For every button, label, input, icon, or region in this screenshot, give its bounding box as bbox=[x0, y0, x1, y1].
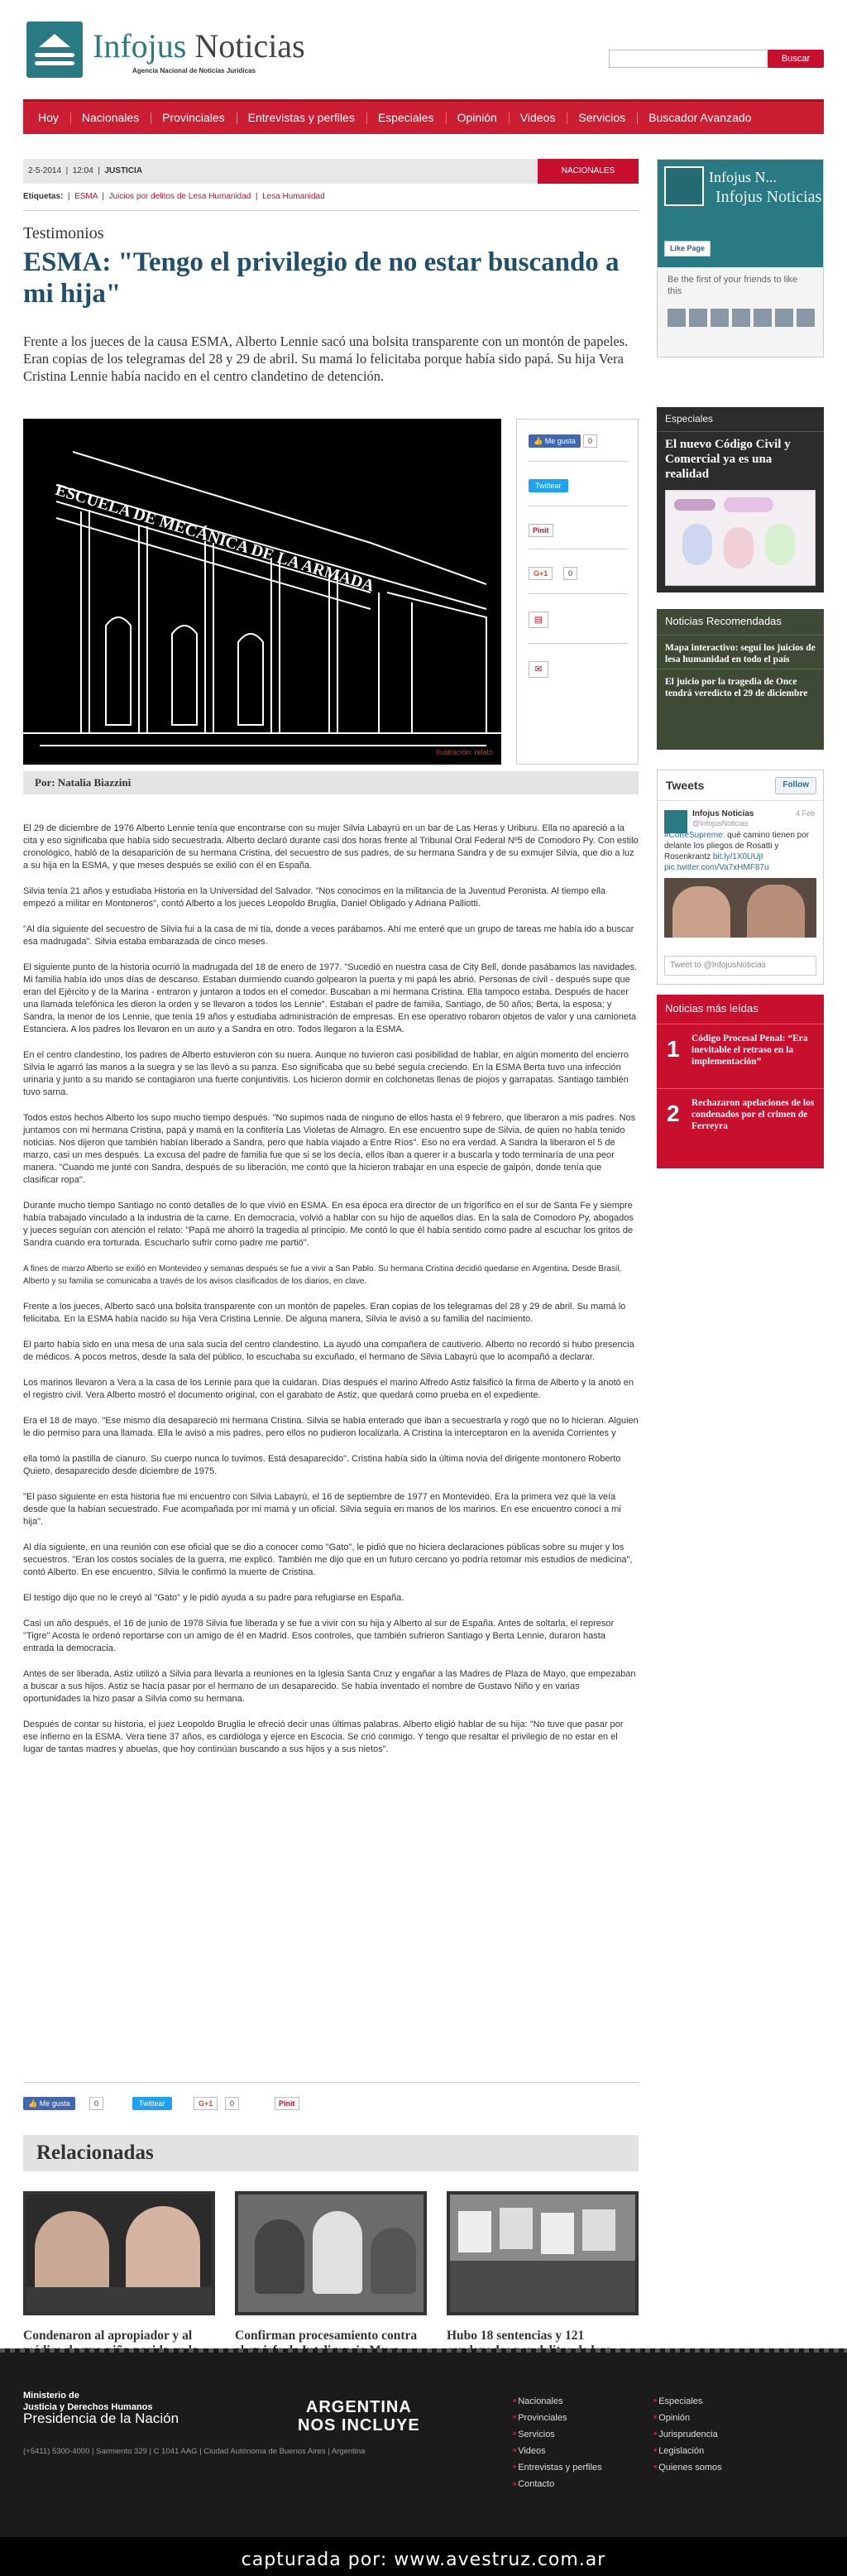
article-section: JUSTICIA bbox=[104, 166, 143, 175]
body-paragraph: Después de contar su historia, el juez Leopoldo Bruglia le ofreció decir unas últimas palabras. Alberto eligió hablar de su hija: "No tuve que pasar por ese infierno en la ESMA. Vera tiene 37 años, es cardióloga y ejerce en Escocia. Se crió conmigo. Y tengo que resaltar el privilegio de no estar en el lugar de tantas madres y abuelas, que hoy continúan buscando a sus hijos y a sus nietos". bbox=[23, 1720, 624, 1754]
gplus-button-bottom[interactable]: G+1 bbox=[194, 2097, 218, 2110]
gplus-count: 0 bbox=[563, 567, 577, 580]
body-paragraph: El siguiente punto de la historia ocurrió la madrugada del 18 de enero de 1977. "Sucedió en nuestra casa de City Bell, donde pasábamos las navidades. Mi familia había ido unos días de descanso. Estaban durmiendo cuando golpearon la puerta y mi papá les abrió. Personas de civil - después supe que eran del Ejército y de la Marina - entraron y juntaron a todos en el comedor. Buscaban a mi hermana Cristina. Ella tampoco estaba. Después de hacer una llamada telefónica les dieron la orden y se llevaron a todos los Lennie". Estaban el padre de familia, Santiago, de 50 años; Berta, la esposa; y Sandra, la menor de los Lennie, que tenía 19 años y estudiaba administración de empresas. En ese operativo robaron objetos de valor y una camioneta Estanciera. A los padres los llevaron en un auto y a Sandra en otro. Todos llegaron a la ESMA. bbox=[23, 962, 638, 1034]
mas-leida-item[interactable] bbox=[657, 1024, 824, 1089]
especiales-widget bbox=[657, 407, 824, 592]
footer-link[interactable]: ■ Provinciales bbox=[513, 2410, 602, 2426]
article-author: Por: Natalia Biazzini bbox=[23, 771, 639, 794]
footer-link[interactable]: ■ Especiales bbox=[653, 2393, 722, 2410]
nav-item-hoy[interactable]: Hoy bbox=[38, 111, 59, 124]
especiales-headline[interactable]: El nuevo Código Civil y Comercial ya es una realidad bbox=[665, 438, 791, 482]
recomendadas-widget bbox=[657, 609, 824, 750]
recomendadas-heading: Noticias Recomendadas bbox=[657, 609, 824, 636]
tags-title: Etiquetas: bbox=[23, 192, 64, 201]
tweet-compose-input[interactable]: Tweet to @InfojusNoticias bbox=[664, 956, 816, 976]
article-lead: Frente a los jueces de la causa ESMA, Alberto Lennie sacó una bolsita transparente con un montón de papeles. Eran copias de los telegramas del 28 y 29 de abril. Su mamá lo felicitaba porque había sido papá. Su hija Vera Cristina Lennie había nacido en el centro clandetino de detención. bbox=[23, 333, 629, 384]
nav-item-provinciales[interactable]: Provinciales bbox=[151, 102, 236, 134]
article-kicker: Testimonios bbox=[23, 224, 104, 242]
related-photo[interactable] bbox=[23, 2191, 215, 2315]
nav-item-buscador[interactable]: Buscador Avanzado bbox=[637, 102, 763, 134]
article-time: 12:04 bbox=[72, 166, 93, 175]
article-body bbox=[23, 823, 639, 1769]
tags-row: Etiquetas: | ESMA | Juicios por delitos de Lesa Humanidad | Lesa Humanidad bbox=[23, 192, 325, 201]
twitter-follow-button[interactable]: Follow bbox=[775, 777, 816, 794]
body-paragraph: Silvia tenía 21 años y estudiaba Historia en la Universidad del Salvador. "Nos conocimos en la militancia de la Juventud Peronista. Al tiempo ella empezó a militar en Montoneros", contó Alberto a los jueces Leopoldo Bruglia, Daniel Obligado y Adriana Palliotti. bbox=[23, 886, 606, 909]
footer-link[interactable]: ■ Opinión bbox=[653, 2410, 722, 2426]
facebook-widget bbox=[657, 159, 824, 357]
mas-leida-title[interactable]: Código Procesal Penal: “Era inevitable el retraso en la implementación” bbox=[691, 1033, 808, 1067]
article-date: 2-5-2014 bbox=[28, 166, 62, 175]
capture-watermark: capturada por: www.avestruz.com.ar bbox=[241, 2550, 606, 2570]
footer-link[interactable]: ■ Quienes somos bbox=[653, 2459, 722, 2476]
footer-links-col2 bbox=[653, 2393, 722, 2476]
body-paragraph: A fines de marzo Alberto se exilió en Montevideo y semanas después se fue a vivir a San Pablo. Su hermana Cristina decidió quedarse en Argentina. Desde Brasil, Alberto y su familia se comunicaba a través de los avisos clasificados de los diarios, en clave. bbox=[23, 1264, 622, 1286]
photo-credit: Ilustración: relato bbox=[436, 747, 493, 756]
fb-page-name[interactable]: Infojus N... bbox=[709, 169, 777, 185]
body-paragraph: En el centro clandestino, los padres de Alberto estuvieron con su nuera. Aunque no tuvieron casi posibilidad de hablar, en algún momento del encierro Silvia le agarró las manos a la suegra y se las llevó a su panza. Eso significaba que su bebé seguía creciendo. En la ESMA Berta tuvo una infección urinaria y junto a su marido se contagiaron una fuerte conjuntivitis. Los hicieron dormir en colchonetas llenas de piojos y garrapatas. Santiago también tuvo sarna. bbox=[23, 1050, 629, 1097]
nav-item-nacionales[interactable]: Nacionales bbox=[70, 102, 151, 134]
body-paragraph: Frente a los jueces, Alberto sacó una bolsita transparente con un montón de papeles. Eran copias de los telegramas del 28 y 29 de abril. Su mamá lo felicitaba. En la ESMA había nacido su hija Vera Cristina Lennie. De alguna manera, Silvia le avisó a su familia del nacimiento. bbox=[23, 1302, 626, 1324]
tweet-handle: @InfojusNoticias bbox=[692, 819, 749, 827]
tweet-hashtag[interactable]: #CorteSupreme: bbox=[664, 831, 725, 840]
article-illustration bbox=[23, 419, 501, 765]
tweet-image[interactable] bbox=[664, 878, 816, 938]
esma-building-drawing bbox=[23, 419, 501, 765]
related-title[interactable]: Condenaron al apropiador y al bbox=[23, 2329, 193, 2343]
fb-like-count-bottom: 0 bbox=[89, 2097, 103, 2110]
especiales-image[interactable] bbox=[665, 490, 816, 586]
mas-leida-title[interactable]: Rechazaron apelaciones de los condenados por el crimen de Ferreyra bbox=[691, 1097, 815, 1131]
body-paragraph: El parto había sido en una mesa de una sala sucia del centro clandestino. La ayudó una compañera de cautiverio. Alberto no recordó si hubo presencia de médicos. A pocos metros, desde la sala del público, lo escuchaba su excuñado, el hermano de Silvia Labayrú que lo acompañó a declarar. bbox=[23, 1340, 634, 1362]
fb-page-avatar[interactable] bbox=[664, 166, 704, 206]
body-paragraph: El 29 de diciembre de 1976 Alberto Lennie tenía que encontrarse con su mujer Silvia Labayrú en un bar de Las Heras y Uriburu. Ella no apareció a la cita y eso significaba que había sido secuestrada. Alberto declaró durante casi dos horas frente al Tribunal Oral Federal Nº5 de Comodoro Py. Con estilo cronológico, habló de la desaparición de su hermana Cristina, del secuestro de sus padres, de su hermana Sandra y de su exmujer Silvia, que dio a luz a su hija en la ESMA, y que meses después se exilió con él en España. bbox=[23, 823, 639, 871]
search-button[interactable]: Buscar bbox=[768, 50, 824, 68]
body-paragraph: El testigo dijo que no le creyó al "Gato" y le pidió ayuda a su padre para refugiarse en España. bbox=[23, 1593, 404, 1603]
site-footer bbox=[0, 2348, 847, 2576]
main-nav bbox=[23, 99, 824, 134]
share-panel bbox=[516, 419, 639, 765]
footer-link[interactable]: ■ Entrevistas y perfiles bbox=[513, 2459, 602, 2476]
tag-link-esma[interactable]: ESMA bbox=[74, 192, 98, 201]
related-card[interactable] bbox=[23, 2191, 215, 2373]
tag-link-lesa[interactable]: Lesa Humanidad bbox=[262, 192, 325, 201]
fb-like-button-bottom[interactable]: 👍 Me gusta bbox=[23, 2097, 75, 2110]
brand-name[interactable]: Infojus Noticias bbox=[93, 27, 305, 65]
site-header bbox=[23, 17, 824, 83]
body-paragraph: Antes de ser liberada, Astiz utilizó a Silvia para llevarla a reuniones en la Iglesia Santa Cruz y engañar a las Madres de Plaza de Mayo, que empezaban a buscar a sus hijos. Astiz se hacía pasar por el hermano de un desaparecido. Se había inventado el nombre de Gustavo Niño y en varias oportunidades la hizo pasar a Silvia como su hermana. bbox=[23, 1669, 636, 1704]
body-paragraph: Durante mucho tiempo Santiago no contó detalles de lo que vivió en ESMA. En esa época era director de un frigorífico en el sur de Santa Fe y siempre había trabajado vinculado a la industria de la carne. En democracia, volvió a hablar con su hijo de aquellos días. En la sala de Comodoro Py, abogados y jueces seguían con atención el relato: "Papá me ahorró la tragedia al principio. Me contó lo que él había sentido como padre al escuchar los gritos de Sandra cuando era torturada. Escucharlo sufrir como padre me partió". bbox=[23, 1201, 634, 1248]
tweet-author[interactable]: Infojus Noticias bbox=[692, 809, 754, 818]
nav-item-videos[interactable]: Videos bbox=[509, 102, 567, 134]
footer-links-col1 bbox=[513, 2393, 602, 2493]
twitter-button[interactable]: Twittear bbox=[529, 479, 568, 492]
article-meta-bar: 2-5-2014 | 12:04 | JUSTICIA NACIONALES bbox=[23, 159, 639, 184]
mas-leida-item[interactable] bbox=[657, 1089, 824, 1154]
fb-friends-text: Be the first of your friends to like this bbox=[668, 275, 798, 296]
footer-link[interactable]: ■ Contacto bbox=[513, 2476, 602, 2492]
recomendada-item[interactable]: Mapa interactivo: seguí los juicios de lesa humanidad en todo el país bbox=[657, 636, 824, 669]
body-paragraph: Casi un año después, el 16 de junio de 1978 Silvia fue liberada y se fue a vivir con su hija y Alberto al sur de España. Antes de soltarla, el represor "Tigre" Acosta le ordenó reportarse con un amigo de él en Madrid. Esos controles, que también sufrieron Santiago y Berta Lennie, duraron hasta entrada la democracia. bbox=[23, 1619, 615, 1653]
footer-link[interactable]: ■ Legislación bbox=[653, 2443, 722, 2459]
tweet-date: 4 Feb bbox=[795, 809, 815, 818]
divider bbox=[23, 210, 639, 211]
pinterest-button-bottom[interactable]: Pinit bbox=[275, 2097, 299, 2110]
gplus-count-bottom: 0 bbox=[225, 2097, 239, 2110]
pinterest-button[interactable]: Pinit bbox=[529, 524, 553, 537]
mail-icon[interactable]: ✉ bbox=[529, 661, 548, 678]
twitter-button-bottom[interactable]: Twittear bbox=[132, 2097, 172, 2110]
related-photo[interactable] bbox=[447, 2191, 639, 2315]
body-paragraph: ella tomó la pastilla de cianuro. Su cuerpo nunca lo tuvimos. Está desaparecido". Cristina había sido la última novia del dirigente montonero Roberto Quieto, desaparecido desde diciembre de 1975. bbox=[23, 1454, 621, 1476]
related-card[interactable] bbox=[235, 2191, 427, 2373]
footer-link[interactable]: ■ Videos bbox=[513, 2443, 602, 2459]
tweets-heading: Tweets bbox=[658, 770, 823, 801]
fb-cover-title: Infojus Noticias bbox=[715, 188, 822, 206]
search-input[interactable] bbox=[609, 50, 784, 68]
article-title: ESMA: "Tengo el privilegio de no estar buscando a mi hija" bbox=[23, 247, 620, 309]
tag-link-juicios[interactable]: Juicios por delitos de Lesa Humanidad bbox=[108, 192, 251, 201]
gplus-button[interactable]: G+1 bbox=[529, 567, 553, 580]
mas-leidas-heading: Noticias más leídas bbox=[657, 995, 824, 1024]
related-heading: Relacionadas bbox=[23, 2135, 639, 2171]
argentina-nos-incluye-logo[interactable]: ARGENTINA NOS INCLUYE bbox=[298, 2398, 420, 2434]
infojus-logo-icon[interactable] bbox=[26, 22, 83, 78]
nav-item-especiales[interactable]: Especiales bbox=[366, 102, 446, 134]
nav-item-servicios[interactable]: Servicios bbox=[567, 102, 637, 134]
tweet-text: #CorteSupreme: qué camino tienen por delante los pliegos de Rosatti y Rosenkrantz bit.ly/1X0UUjI pic.twitter.com/Va7xHMF87u bbox=[664, 831, 810, 872]
footer-link[interactable]: ■ Nacionales bbox=[513, 2393, 602, 2410]
footer-link[interactable]: ■ Jurisprudencia bbox=[653, 2426, 722, 2443]
nav-item-entrevistas[interactable]: Entrevistas y perfiles bbox=[237, 102, 366, 134]
rank-number: 1 bbox=[667, 1035, 680, 1062]
section-tag-button[interactable]: NACIONALES bbox=[538, 159, 639, 184]
twitter-widget bbox=[657, 770, 824, 985]
body-paragraph: Los marinos llevaron a Vera a la casa de los Lennie para que la cuidaran. Días después el marino Alfredo Astiz falsificó la firma de Alberto y la anotó en el registro civil. Vera Alberto mostró el documento original, con el garabato de Astiz, que quedará como prueba en el expediente. bbox=[23, 1378, 634, 1400]
building-inscription: ESCUELA DE MECÁNICA DE LA ARMADA bbox=[53, 481, 377, 596]
especiales-heading: Especiales bbox=[657, 407, 824, 432]
footer-address: (+5411) 5300-4000 | Sarmiento 329 | C 1041 AAG | Ciudad Autónoma de Buenos Aires | Argentina bbox=[23, 2447, 366, 2456]
rank-number: 2 bbox=[667, 1100, 680, 1126]
tagline: Agencia Nacional de Noticias Jurídicas bbox=[132, 67, 256, 74]
body-paragraph: "Al día siguiente del secuestro de Silvia fui a la casa de mi tía, donde a veces parábamos. Ahí me enteré que un grupo de tareas me había ido a buscar esa madrugada". Silvia estaba embarazada de cinco meses. bbox=[23, 924, 634, 947]
mas-leidas-widget bbox=[657, 995, 824, 1168]
body-paragraph: Todos estos hechos Alberto los supo mucho tiempo después. "No supimos nada de ninguno de ellos hasta el 9 febrero, que liberaron a mis padres. Nos juntamos con mi hermana Cristina, papá y mamá en la confitería Las Violetas de Almagro. En ese encuentro supe de Silvia, de quien no había tenido noticias. Nos dijeron que también habían liberado a Sandra, pero que había viajado a Entre Ríos". Eso no era verdad. A Sandra la liberaron el 5 de marzo, casi un mes después. La excusa del padre de familia fue que si se los decía, ellos iban a querer ir a buscarla y todo terminaría de una peor manera. "Cuando me junté con Sandra, después de su liberación, me contó que la hicieron trabajar en una especie de galpón, donde tenía que clasificar ropa". bbox=[23, 1113, 636, 1185]
fb-like-page-button[interactable]: Like Page bbox=[664, 241, 711, 257]
printer-icon[interactable]: ▤ bbox=[529, 612, 548, 628]
fb-friend-faces bbox=[668, 309, 815, 327]
tweet-link[interactable]: bit.ly/1X0UUjI pic.twitter.com/Va7xHMF87u bbox=[664, 852, 769, 872]
fb-like-button[interactable]: 👍 Me gusta bbox=[529, 434, 581, 448]
body-paragraph: Era el 18 de mayo. "Ese mismo día desapareció mi hermana Cristina. Silvia se había enterado que iban a secuestrarla y rogó que no lo hicieran. Alguien le dio permiso para una llamada. Ella le avisó a mis padres, pero ellos no pudieron localizarla. A Cristina la interceptaron en la avenida Corrientes y bbox=[23, 1416, 639, 1438]
related-card[interactable] bbox=[447, 2191, 639, 2373]
related-title[interactable]: Hubo 18 sentencias y 121 bbox=[447, 2329, 585, 2343]
ministry-logo[interactable]: Ministerio de Justicia y Derechos Humanos Presidencia de la Nación bbox=[23, 2391, 179, 2426]
body-paragraph: Al día siguiente, en una reunión con ese oficial que se dio a conocer como "Gato", le pidió que no hiciera declaraciones públicas sobre su mujer y los secuestros. "Eran los costos sociales de la guerra, me explicó. También me dijo que en un futuro cercano yo podría retomar mis estudios de medicina", contó Alberto. En ese encuentro, Silvia le confirmó la muerte de Cristina. bbox=[23, 1542, 633, 1577]
recomendada-item[interactable]: El juicio por la tragedia de Once tendrá veredicto el 29 de diciembre bbox=[665, 676, 808, 698]
bottom-share-bar bbox=[23, 2092, 639, 2115]
body-paragraph: "El paso siguiente en esta historia fue mi encuentro con Silvia Labayrú, el 16 de septiembre de 1977 en Montevideo. Era la primera vez que la veía desde que la habían secuestrado. Fue acompañada por mi mamá y un oficial. Silvia seguía en manos de los marinos. En ese encuentro conocí a mi hija". bbox=[23, 1492, 621, 1527]
related-title[interactable]: Confirman procesamiento contra bbox=[235, 2329, 418, 2343]
related-photo[interactable] bbox=[235, 2191, 427, 2315]
footer-link[interactable]: ■ Servicios bbox=[513, 2426, 602, 2443]
nav-item-opinion[interactable]: Opinión bbox=[446, 102, 509, 134]
fb-like-count: 0 bbox=[583, 434, 597, 448]
